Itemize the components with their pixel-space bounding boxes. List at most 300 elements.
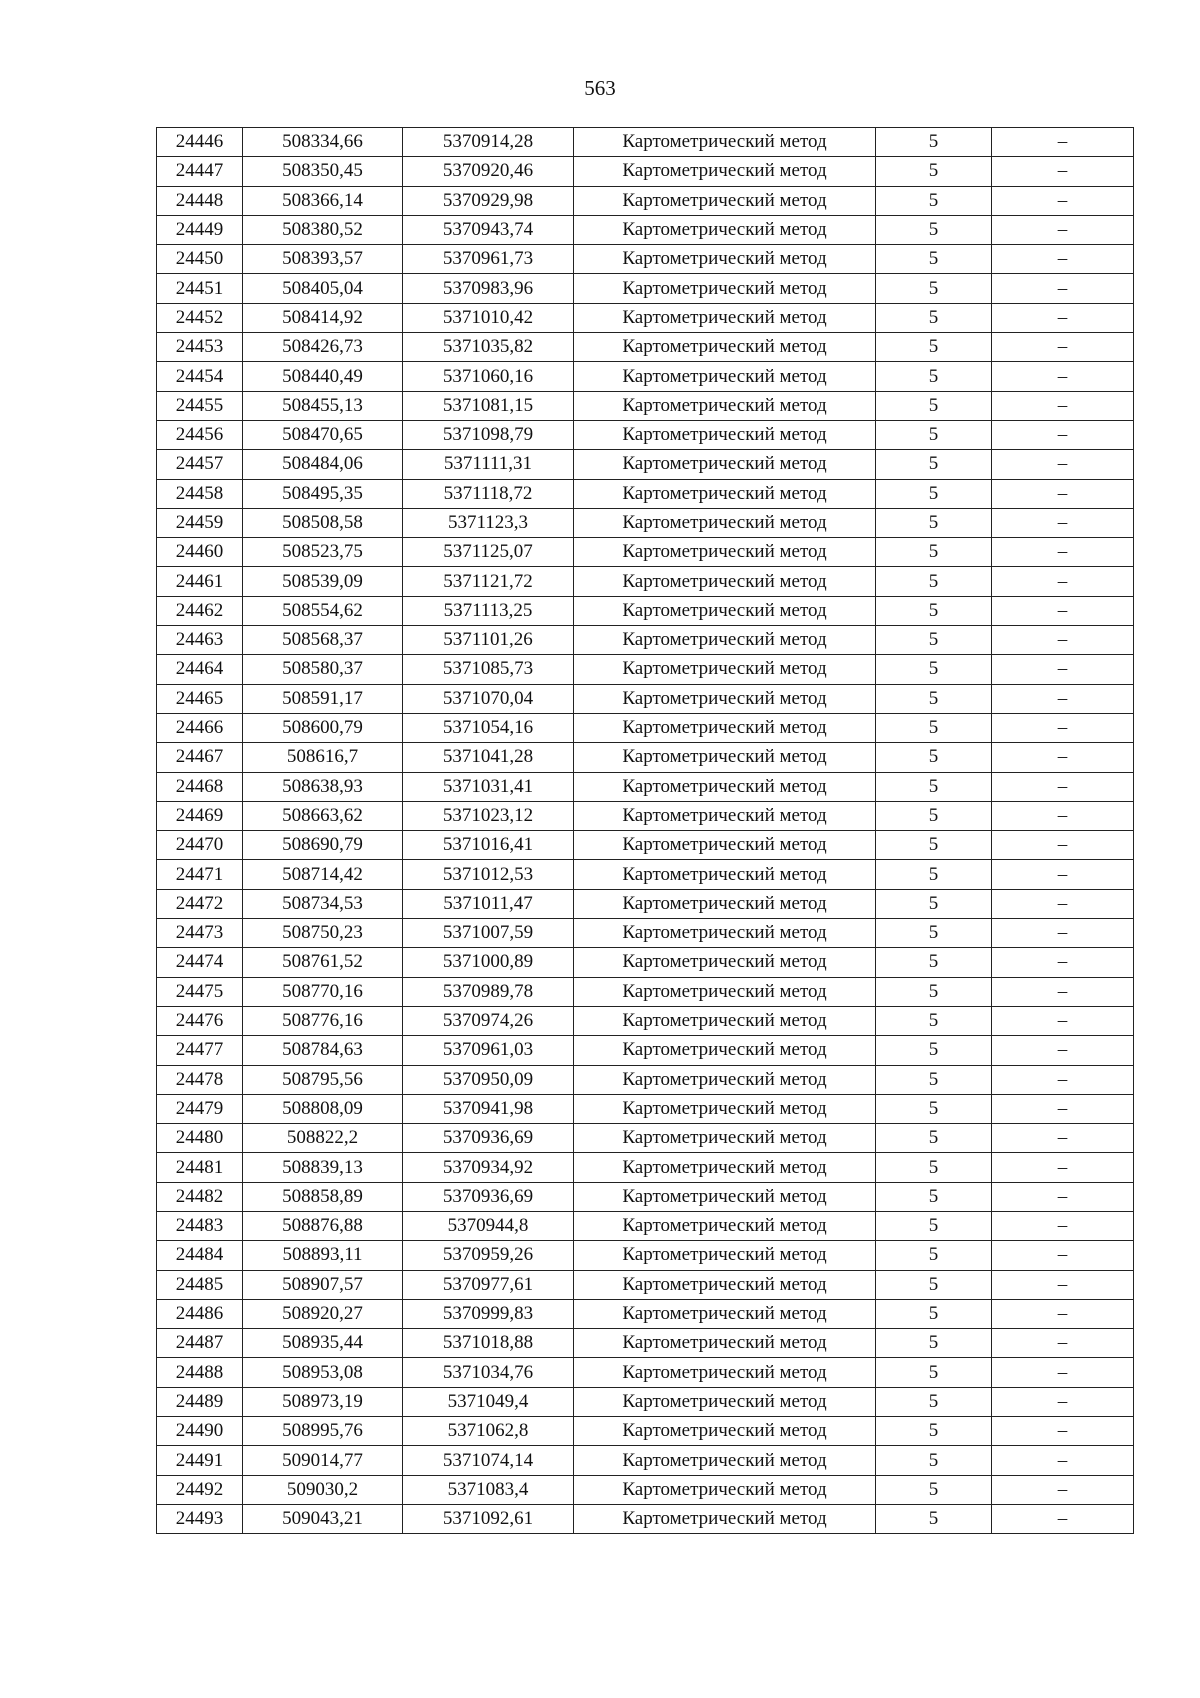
y-coordinate-cell: 5371034,76: [403, 1358, 574, 1387]
x-coordinate-cell: 508808,09: [243, 1094, 403, 1123]
x-coordinate-cell: 508508,58: [243, 508, 403, 537]
y-coordinate-cell: 5371085,73: [403, 655, 574, 684]
point-number-cell: 24475: [157, 977, 243, 1006]
table-row: [157, 713, 1134, 742]
accuracy-cell: 5: [876, 508, 992, 537]
accuracy-cell: 5: [876, 274, 992, 303]
coordinates-table: [156, 127, 1134, 1534]
accuracy-cell: 5: [876, 391, 992, 420]
point-number-cell: 24470: [157, 831, 243, 860]
point-number-cell: 24486: [157, 1299, 243, 1328]
method-cell: Картометрический метод: [574, 1036, 876, 1065]
x-coordinate-cell: 508822,2: [243, 1124, 403, 1153]
x-coordinate-cell: 508776,16: [243, 1006, 403, 1035]
point-number-cell: 24458: [157, 479, 243, 508]
table-row: [157, 567, 1134, 596]
point-number-cell: 24484: [157, 1241, 243, 1270]
accuracy-cell: 5: [876, 567, 992, 596]
x-coordinate-cell: 508554,62: [243, 596, 403, 625]
accuracy-cell: 5: [876, 831, 992, 860]
x-coordinate-cell: 508638,93: [243, 772, 403, 801]
method-cell: Картометрический метод: [574, 860, 876, 889]
method-cell: Картометрический метод: [574, 1270, 876, 1299]
accuracy-cell: 5: [876, 1504, 992, 1533]
description-cell: –: [992, 1504, 1134, 1533]
x-coordinate-cell: 508953,08: [243, 1358, 403, 1387]
description-cell: –: [992, 1387, 1134, 1416]
method-cell: Картометрический метод: [574, 948, 876, 977]
y-coordinate-cell: 5371016,41: [403, 831, 574, 860]
description-cell: –: [992, 948, 1134, 977]
x-coordinate-cell: 508663,62: [243, 801, 403, 830]
description-cell: –: [992, 713, 1134, 742]
point-number-cell: 24491: [157, 1446, 243, 1475]
method-cell: Картометрический метод: [574, 626, 876, 655]
description-cell: –: [992, 508, 1134, 537]
point-number-cell: 24463: [157, 626, 243, 655]
description-cell: –: [992, 567, 1134, 596]
table-row: [157, 1036, 1134, 1065]
x-coordinate-cell: 508714,42: [243, 860, 403, 889]
x-coordinate-cell: 508973,19: [243, 1387, 403, 1416]
table-row: [157, 1446, 1134, 1475]
method-cell: Картометрический метод: [574, 567, 876, 596]
method-cell: Картометрический метод: [574, 1006, 876, 1035]
table-row: [157, 186, 1134, 215]
x-coordinate-cell: 508784,63: [243, 1036, 403, 1065]
point-number-cell: 24457: [157, 450, 243, 479]
x-coordinate-cell: 508795,56: [243, 1065, 403, 1094]
method-cell: Картометрический метод: [574, 303, 876, 332]
table-row: [157, 1299, 1134, 1328]
accuracy-cell: 5: [876, 801, 992, 830]
description-cell: –: [992, 479, 1134, 508]
y-coordinate-cell: 5370950,09: [403, 1065, 574, 1094]
accuracy-cell: 5: [876, 1358, 992, 1387]
description-cell: –: [992, 1211, 1134, 1240]
accuracy-cell: 5: [876, 333, 992, 362]
method-cell: Картометрический метод: [574, 215, 876, 244]
point-number-cell: 24466: [157, 713, 243, 742]
method-cell: Картометрический метод: [574, 391, 876, 420]
x-coordinate-cell: 508350,45: [243, 157, 403, 186]
x-coordinate-cell: 508334,66: [243, 128, 403, 157]
x-coordinate-cell: 508907,57: [243, 1270, 403, 1299]
description-cell: –: [992, 596, 1134, 625]
table-row: [157, 831, 1134, 860]
description-cell: –: [992, 1475, 1134, 1504]
accuracy-cell: 5: [876, 772, 992, 801]
accuracy-cell: 5: [876, 1094, 992, 1123]
page-number: 563: [584, 76, 616, 100]
description-cell: –: [992, 157, 1134, 186]
description-cell: –: [992, 1182, 1134, 1211]
table-row: [157, 391, 1134, 420]
accuracy-cell: 5: [876, 948, 992, 977]
description-cell: –: [992, 977, 1134, 1006]
method-cell: Картометрический метод: [574, 420, 876, 449]
point-number-cell: 24473: [157, 919, 243, 948]
y-coordinate-cell: 5370936,69: [403, 1182, 574, 1211]
description-cell: –: [992, 215, 1134, 244]
method-cell: Картометрический метод: [574, 333, 876, 362]
y-coordinate-cell: 5371083,4: [403, 1475, 574, 1504]
point-number-cell: 24478: [157, 1065, 243, 1094]
y-coordinate-cell: 5371070,04: [403, 684, 574, 713]
point-number-cell: 24468: [157, 772, 243, 801]
y-coordinate-cell: 5370941,98: [403, 1094, 574, 1123]
description-cell: –: [992, 1417, 1134, 1446]
point-number-cell: 24448: [157, 186, 243, 215]
method-cell: Картометрический метод: [574, 801, 876, 830]
x-coordinate-cell: 508770,16: [243, 977, 403, 1006]
table-row: [157, 1358, 1134, 1387]
method-cell: Картометрический метод: [574, 450, 876, 479]
method-cell: Картометрический метод: [574, 245, 876, 274]
point-number-cell: 24485: [157, 1270, 243, 1299]
point-number-cell: 24489: [157, 1387, 243, 1416]
method-cell: Картометрический метод: [574, 1241, 876, 1270]
x-coordinate-cell: 508876,88: [243, 1211, 403, 1240]
method-cell: Картометрический метод: [574, 157, 876, 186]
x-coordinate-cell: 508920,27: [243, 1299, 403, 1328]
y-coordinate-cell: 5370914,28: [403, 128, 574, 157]
x-coordinate-cell: 508616,7: [243, 743, 403, 772]
method-cell: Картометрический метод: [574, 889, 876, 918]
accuracy-cell: 5: [876, 450, 992, 479]
description-cell: –: [992, 801, 1134, 830]
y-coordinate-cell: 5371074,14: [403, 1446, 574, 1475]
method-cell: Картометрический метод: [574, 772, 876, 801]
method-cell: Картометрический метод: [574, 1182, 876, 1211]
x-coordinate-cell: 508484,06: [243, 450, 403, 479]
accuracy-cell: 5: [876, 889, 992, 918]
accuracy-cell: 5: [876, 157, 992, 186]
y-coordinate-cell: 5370959,26: [403, 1241, 574, 1270]
y-coordinate-cell: 5371054,16: [403, 713, 574, 742]
table-row: [157, 538, 1134, 567]
point-number-cell: 24454: [157, 362, 243, 391]
y-coordinate-cell: 5371123,3: [403, 508, 574, 537]
y-coordinate-cell: 5371118,72: [403, 479, 574, 508]
table-row: [157, 772, 1134, 801]
x-coordinate-cell: 508470,65: [243, 420, 403, 449]
accuracy-cell: 5: [876, 919, 992, 948]
y-coordinate-cell: 5370936,69: [403, 1124, 574, 1153]
y-coordinate-cell: 5370989,78: [403, 977, 574, 1006]
point-number-cell: 24459: [157, 508, 243, 537]
method-cell: Картометрический метод: [574, 919, 876, 948]
accuracy-cell: 5: [876, 1387, 992, 1416]
accuracy-cell: 5: [876, 1006, 992, 1035]
y-coordinate-cell: 5371011,47: [403, 889, 574, 918]
table-row: [157, 684, 1134, 713]
y-coordinate-cell: 5371113,25: [403, 596, 574, 625]
description-cell: –: [992, 743, 1134, 772]
accuracy-cell: 5: [876, 420, 992, 449]
table-row: [157, 860, 1134, 889]
table-row: [157, 1006, 1134, 1035]
description-cell: –: [992, 889, 1134, 918]
accuracy-cell: 5: [876, 977, 992, 1006]
y-coordinate-cell: 5371041,28: [403, 743, 574, 772]
accuracy-cell: 5: [876, 215, 992, 244]
method-cell: Картометрический метод: [574, 1124, 876, 1153]
y-coordinate-cell: 5371125,07: [403, 538, 574, 567]
y-coordinate-cell: 5370944,8: [403, 1211, 574, 1240]
x-coordinate-cell: 508393,57: [243, 245, 403, 274]
point-number-cell: 24465: [157, 684, 243, 713]
x-coordinate-cell: 508580,37: [243, 655, 403, 684]
y-coordinate-cell: 5371101,26: [403, 626, 574, 655]
table-row: [157, 919, 1134, 948]
accuracy-cell: 5: [876, 538, 992, 567]
description-cell: –: [992, 186, 1134, 215]
point-number-cell: 24451: [157, 274, 243, 303]
y-coordinate-cell: 5371060,16: [403, 362, 574, 391]
table-row: [157, 626, 1134, 655]
x-coordinate-cell: 508568,37: [243, 626, 403, 655]
table-row: [157, 303, 1134, 332]
table-row: [157, 479, 1134, 508]
x-coordinate-cell: 508426,73: [243, 333, 403, 362]
x-coordinate-cell: 508935,44: [243, 1329, 403, 1358]
table-row: [157, 1094, 1134, 1123]
x-coordinate-cell: 508750,23: [243, 919, 403, 948]
point-number-cell: 24447: [157, 157, 243, 186]
description-cell: –: [992, 919, 1134, 948]
description-cell: –: [992, 1065, 1134, 1094]
table-row: [157, 596, 1134, 625]
accuracy-cell: 5: [876, 626, 992, 655]
method-cell: Картометрический метод: [574, 1446, 876, 1475]
point-number-cell: 24477: [157, 1036, 243, 1065]
x-coordinate-cell: 508690,79: [243, 831, 403, 860]
y-coordinate-cell: 5371081,15: [403, 391, 574, 420]
accuracy-cell: 5: [876, 1153, 992, 1182]
x-coordinate-cell: 509043,21: [243, 1504, 403, 1533]
description-cell: –: [992, 333, 1134, 362]
description-cell: –: [992, 860, 1134, 889]
point-number-cell: 24464: [157, 655, 243, 684]
accuracy-cell: 5: [876, 1211, 992, 1240]
method-cell: Картометрический метод: [574, 1417, 876, 1446]
method-cell: Картометрический метод: [574, 743, 876, 772]
accuracy-cell: 5: [876, 128, 992, 157]
point-number-cell: 24479: [157, 1094, 243, 1123]
accuracy-cell: 5: [876, 596, 992, 625]
table-row: [157, 1241, 1134, 1270]
description-cell: –: [992, 450, 1134, 479]
point-number-cell: 24490: [157, 1417, 243, 1446]
method-cell: Картометрический метод: [574, 274, 876, 303]
y-coordinate-cell: 5371007,59: [403, 919, 574, 948]
method-cell: Картометрический метод: [574, 128, 876, 157]
y-coordinate-cell: 5371018,88: [403, 1329, 574, 1358]
y-coordinate-cell: 5370961,73: [403, 245, 574, 274]
description-cell: –: [992, 538, 1134, 567]
description-cell: –: [992, 1036, 1134, 1065]
method-cell: Картометрический метод: [574, 1358, 876, 1387]
method-cell: Картометрический метод: [574, 508, 876, 537]
table-row: [157, 128, 1134, 157]
accuracy-cell: 5: [876, 655, 992, 684]
point-number-cell: 24452: [157, 303, 243, 332]
method-cell: Картометрический метод: [574, 1299, 876, 1328]
method-cell: Картометрический метод: [574, 1504, 876, 1533]
accuracy-cell: 5: [876, 1065, 992, 1094]
point-number-cell: 24482: [157, 1182, 243, 1211]
description-cell: –: [992, 245, 1134, 274]
accuracy-cell: 5: [876, 362, 992, 391]
point-number-cell: 24480: [157, 1124, 243, 1153]
table-row: [157, 274, 1134, 303]
x-coordinate-cell: 508839,13: [243, 1153, 403, 1182]
point-number-cell: 24493: [157, 1504, 243, 1533]
table-row: [157, 1475, 1134, 1504]
accuracy-cell: 5: [876, 303, 992, 332]
method-cell: Картометрический метод: [574, 977, 876, 1006]
table-row: [157, 801, 1134, 830]
y-coordinate-cell: 5370999,83: [403, 1299, 574, 1328]
description-cell: –: [992, 362, 1134, 391]
accuracy-cell: 5: [876, 245, 992, 274]
table-row: [157, 1270, 1134, 1299]
accuracy-cell: 5: [876, 684, 992, 713]
table-row: [157, 1065, 1134, 1094]
x-coordinate-cell: 508455,13: [243, 391, 403, 420]
table-row: [157, 743, 1134, 772]
point-number-cell: 24461: [157, 567, 243, 596]
description-cell: –: [992, 1094, 1134, 1123]
method-cell: Картометрический метод: [574, 1211, 876, 1240]
point-number-cell: 24488: [157, 1358, 243, 1387]
point-number-cell: 24472: [157, 889, 243, 918]
description-cell: –: [992, 684, 1134, 713]
point-number-cell: 24469: [157, 801, 243, 830]
x-coordinate-cell: 508591,17: [243, 684, 403, 713]
description-cell: –: [992, 626, 1134, 655]
x-coordinate-cell: 508366,14: [243, 186, 403, 215]
description-cell: –: [992, 1299, 1134, 1328]
y-coordinate-cell: 5370929,98: [403, 186, 574, 215]
description-cell: –: [992, 831, 1134, 860]
point-number-cell: 24492: [157, 1475, 243, 1504]
accuracy-cell: 5: [876, 713, 992, 742]
description-cell: –: [992, 655, 1134, 684]
description-cell: –: [992, 128, 1134, 157]
table-row: [157, 333, 1134, 362]
description-cell: –: [992, 391, 1134, 420]
method-cell: Картометрический метод: [574, 186, 876, 215]
point-number-cell: 24476: [157, 1006, 243, 1035]
x-coordinate-cell: 509014,77: [243, 1446, 403, 1475]
y-coordinate-cell: 5371023,12: [403, 801, 574, 830]
accuracy-cell: 5: [876, 1241, 992, 1270]
accuracy-cell: 5: [876, 860, 992, 889]
method-cell: Картометрический метод: [574, 831, 876, 860]
x-coordinate-cell: 508539,09: [243, 567, 403, 596]
table-row: [157, 1329, 1134, 1358]
accuracy-cell: 5: [876, 1329, 992, 1358]
y-coordinate-cell: 5370920,46: [403, 157, 574, 186]
accuracy-cell: 5: [876, 1417, 992, 1446]
x-coordinate-cell: 508495,35: [243, 479, 403, 508]
method-cell: Картометрический метод: [574, 1153, 876, 1182]
x-coordinate-cell: 508414,92: [243, 303, 403, 332]
table-row: [157, 1124, 1134, 1153]
method-cell: Картометрический метод: [574, 1329, 876, 1358]
accuracy-cell: 5: [876, 479, 992, 508]
point-number-cell: 24462: [157, 596, 243, 625]
table-row: [157, 889, 1134, 918]
point-number-cell: 24467: [157, 743, 243, 772]
y-coordinate-cell: 5370943,74: [403, 215, 574, 244]
table-row: [157, 1387, 1134, 1416]
accuracy-cell: 5: [876, 1299, 992, 1328]
y-coordinate-cell: 5371000,89: [403, 948, 574, 977]
method-cell: Картометрический метод: [574, 1475, 876, 1504]
method-cell: Картометрический метод: [574, 479, 876, 508]
point-number-cell: 24487: [157, 1329, 243, 1358]
point-number-cell: 24456: [157, 420, 243, 449]
coordinates-table-body: [157, 128, 1134, 1534]
description-cell: –: [992, 1153, 1134, 1182]
y-coordinate-cell: 5370961,03: [403, 1036, 574, 1065]
description-cell: –: [992, 772, 1134, 801]
table-row: [157, 1211, 1134, 1240]
table-row: [157, 508, 1134, 537]
y-coordinate-cell: 5371010,42: [403, 303, 574, 332]
description-cell: –: [992, 303, 1134, 332]
y-coordinate-cell: 5371111,31: [403, 450, 574, 479]
method-cell: Картометрический метод: [574, 713, 876, 742]
table-row: [157, 362, 1134, 391]
table-row: [157, 420, 1134, 449]
y-coordinate-cell: 5371062,8: [403, 1417, 574, 1446]
method-cell: Картометрический метод: [574, 655, 876, 684]
point-number-cell: 24453: [157, 333, 243, 362]
accuracy-cell: 5: [876, 743, 992, 772]
y-coordinate-cell: 5370983,96: [403, 274, 574, 303]
table-row: [157, 215, 1134, 244]
x-coordinate-cell: 508405,04: [243, 274, 403, 303]
description-cell: –: [992, 1124, 1134, 1153]
point-number-cell: 24481: [157, 1153, 243, 1182]
y-coordinate-cell: 5370934,92: [403, 1153, 574, 1182]
accuracy-cell: 5: [876, 186, 992, 215]
table-row: [157, 1504, 1134, 1533]
x-coordinate-cell: 508600,79: [243, 713, 403, 742]
x-coordinate-cell: 508523,75: [243, 538, 403, 567]
x-coordinate-cell: 508858,89: [243, 1182, 403, 1211]
y-coordinate-cell: 5371121,72: [403, 567, 574, 596]
accuracy-cell: 5: [876, 1446, 992, 1475]
description-cell: –: [992, 1241, 1134, 1270]
table-row: [157, 245, 1134, 274]
table-row: [157, 1153, 1134, 1182]
table-row: [157, 977, 1134, 1006]
table-row: [157, 655, 1134, 684]
description-cell: –: [992, 1446, 1134, 1475]
point-number-cell: 24471: [157, 860, 243, 889]
table-row: [157, 1182, 1134, 1211]
method-cell: Картометрический метод: [574, 596, 876, 625]
description-cell: –: [992, 420, 1134, 449]
x-coordinate-cell: 508893,11: [243, 1241, 403, 1270]
description-cell: –: [992, 274, 1134, 303]
table-row: [157, 450, 1134, 479]
